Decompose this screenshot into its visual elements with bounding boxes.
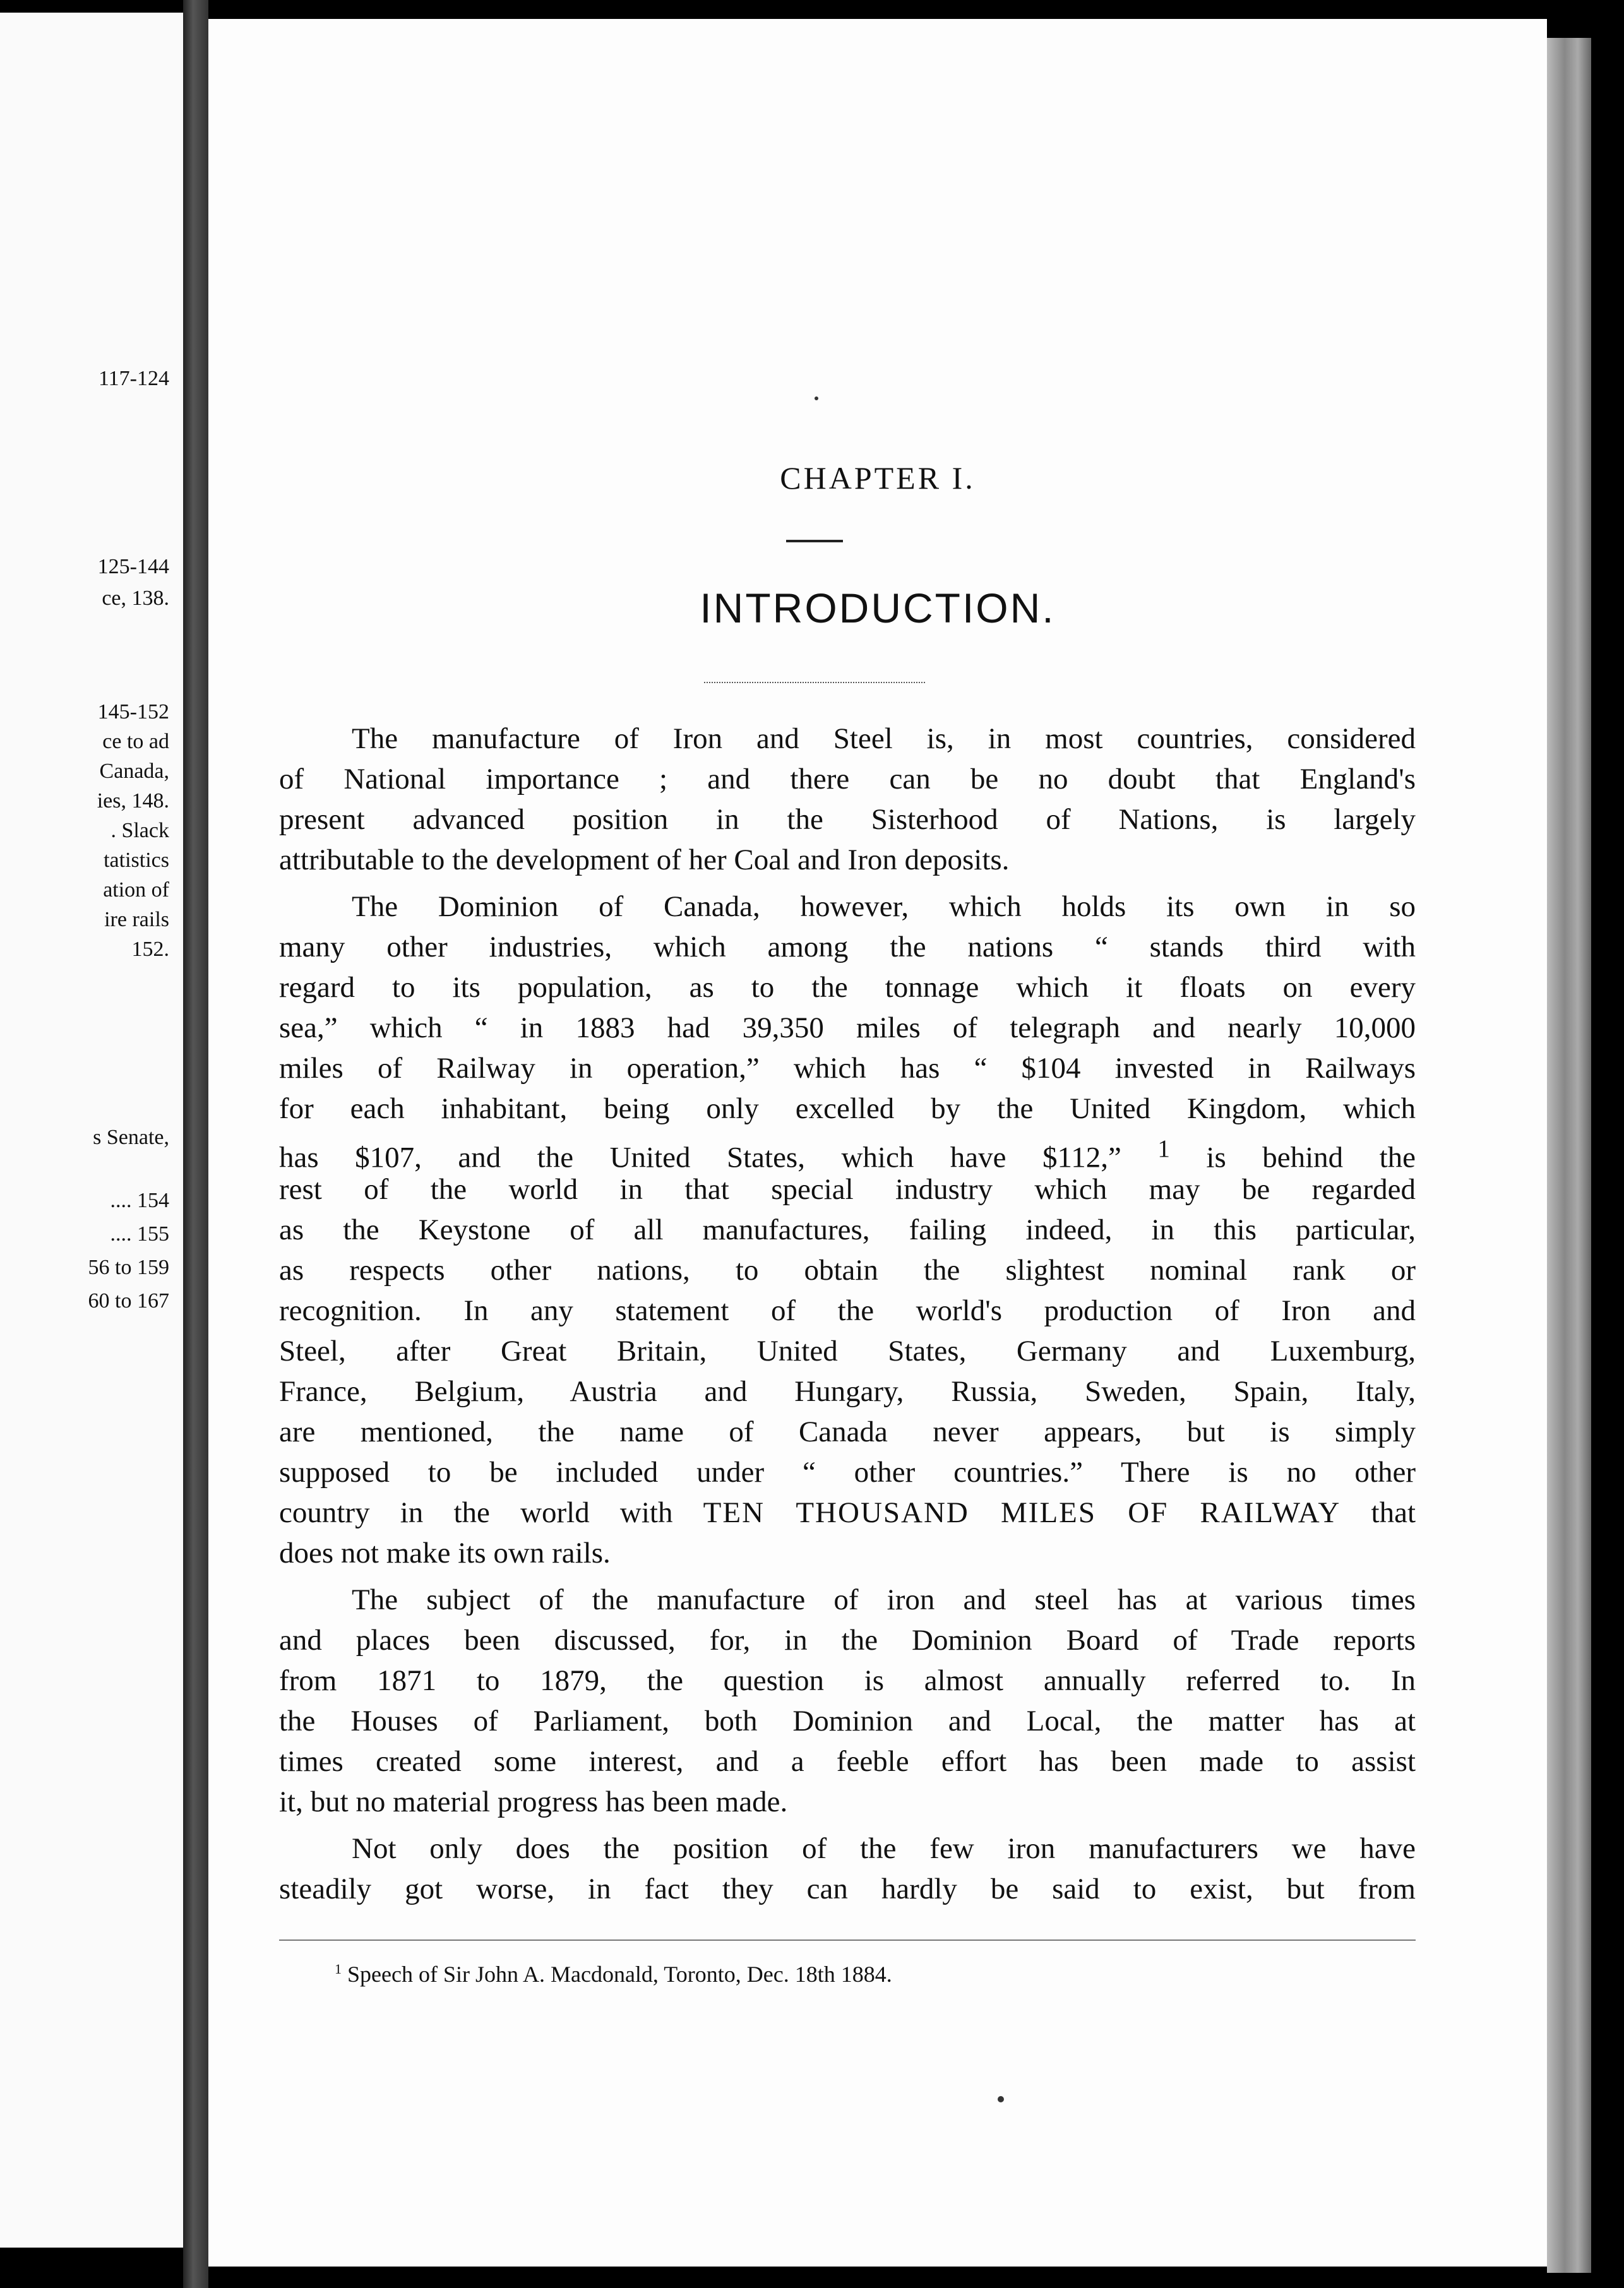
toc-entry: .... 154 xyxy=(110,1189,169,1212)
text-line: The subject of the manufacture of iron and steel has at various times xyxy=(352,1583,1416,1616)
toc-entry: s Senate, xyxy=(93,1126,169,1149)
text-line: regard to its population, as to the tonnage which it floats on every xyxy=(279,971,1416,1004)
toc-entry: 56 to 159 xyxy=(88,1256,169,1279)
text-line: rest of the world in that special industry which may be regarded xyxy=(279,1173,1416,1206)
page-edge xyxy=(1547,38,1591,2273)
speck xyxy=(998,2096,1004,2102)
section-title: INTRODUCTION. xyxy=(700,585,1056,631)
text-line: and places been discussed, for, in the Dominion Board of Trade reports xyxy=(279,1624,1416,1657)
footnote-text: Speech of Sir John A. Macdonald, Toronto, Dec. 18th 1884. xyxy=(347,1962,892,1987)
text-line: steadily got worse, in fact they can hardly be said to exist, but from xyxy=(279,1873,1416,1905)
text-segment: has $107, and the United States, which have $112,” xyxy=(279,1141,1121,1174)
text-line: The manufacture of Iron and Steel is, in most countries, considered xyxy=(352,722,1416,755)
footnote-marker: 1 xyxy=(335,1961,342,1977)
text-line: it, but no material progress has been made. xyxy=(279,1785,788,1818)
text-segment: is behind the xyxy=(1206,1141,1416,1174)
book-gutter xyxy=(183,0,208,2288)
scan-border xyxy=(1591,0,1624,2288)
text-line: Steel, after Great Britain, United States, Germany and Luxemburg, xyxy=(279,1335,1416,1367)
footnote xyxy=(335,1961,892,1987)
text-line: times created some interest, and a feeble effort has been made to assist xyxy=(279,1745,1416,1778)
toc-entry: 60 to 167 xyxy=(88,1289,169,1313)
text-line: France, Belgium, Austria and Hungary, Russia, Sweden, Spain, Italy, xyxy=(279,1375,1416,1408)
text-line: attributable to the development of her Coal and Iron deposits. xyxy=(279,843,1010,876)
previous-page-margin xyxy=(0,13,183,2248)
small-caps-phrase: TEN THOUSAND MILES OF RAILWAY xyxy=(703,1496,1341,1529)
toc-entry: 117-124 xyxy=(98,367,169,390)
speck xyxy=(815,396,818,400)
text-line: recognition. In any statement of the world's production of Iron and xyxy=(279,1294,1416,1327)
toc-entry: 125-144 xyxy=(97,555,169,578)
title-rule xyxy=(704,682,925,683)
toc-entry: ire rails xyxy=(104,908,169,931)
toc-entry: ation of xyxy=(103,878,169,902)
toc-entry: .... 155 xyxy=(110,1222,169,1246)
toc-entry: ies, 148. xyxy=(97,789,169,813)
toc-entry: ce to ad xyxy=(102,730,169,753)
text-line: for each inhabitant, being only excelled by the United Kingdom, which xyxy=(279,1092,1416,1125)
text-line: The Dominion of Canada, however, which holds its own in so xyxy=(352,890,1416,923)
text-line-small-caps xyxy=(279,1493,1416,1533)
text-line: the Houses of Parliament, both Dominion and Local, the matter has at xyxy=(279,1705,1416,1737)
text-line: sea,” which “ in 1883 had 39,350 miles of telegraph and nearly 10,000 xyxy=(279,1011,1416,1044)
text-line: does not make its own rails. xyxy=(279,1537,611,1570)
toc-entry: 145-152 xyxy=(97,700,169,724)
text-line: Not only does the position of the few iron manufacturers we have xyxy=(352,1832,1416,1865)
text-line: are mentioned, the name of Canada never appears, but is simply xyxy=(279,1415,1416,1448)
text-line: as the Keystone of all manufactures, failing indeed, in this particular, xyxy=(279,1213,1416,1246)
chapter-heading: CHAPTER I. xyxy=(780,460,976,496)
footnote-rule xyxy=(279,1939,1416,1941)
text-line: of National importance ; and there can be no doubt that England's xyxy=(279,763,1416,795)
body-text xyxy=(279,718,1416,1909)
text-line: present advanced position in the Sisterhood of Nations, is largely xyxy=(279,803,1416,836)
text-segment: country in the world with xyxy=(279,1496,673,1529)
text-line: as respects other nations, to obtain the slightest nominal rank or xyxy=(279,1254,1416,1287)
toc-entry: . Slack xyxy=(110,819,169,842)
footnote-marker: 1 xyxy=(1157,1135,1170,1162)
text-line: many other industries, which among the nations “ stands third with xyxy=(279,931,1416,963)
text-line: miles of Railway in operation,” which has “ $104 invested in Railways xyxy=(279,1052,1416,1085)
text-segment: that xyxy=(1371,1496,1416,1529)
toc-entry: Canada, xyxy=(99,760,169,783)
toc-entry: tatistics xyxy=(104,849,169,872)
text-line: from 1871 to 1879, the question is almost annually referred to. In xyxy=(279,1664,1416,1697)
toc-entry: ce, 138. xyxy=(102,587,169,610)
book-page xyxy=(208,19,1547,2267)
text-line: supposed to be included under “ other countries.” There is no other xyxy=(279,1456,1416,1489)
toc-entry: 152. xyxy=(131,938,169,961)
chapter-rule xyxy=(786,540,843,542)
text-line-with-footnote xyxy=(279,1129,1416,1174)
